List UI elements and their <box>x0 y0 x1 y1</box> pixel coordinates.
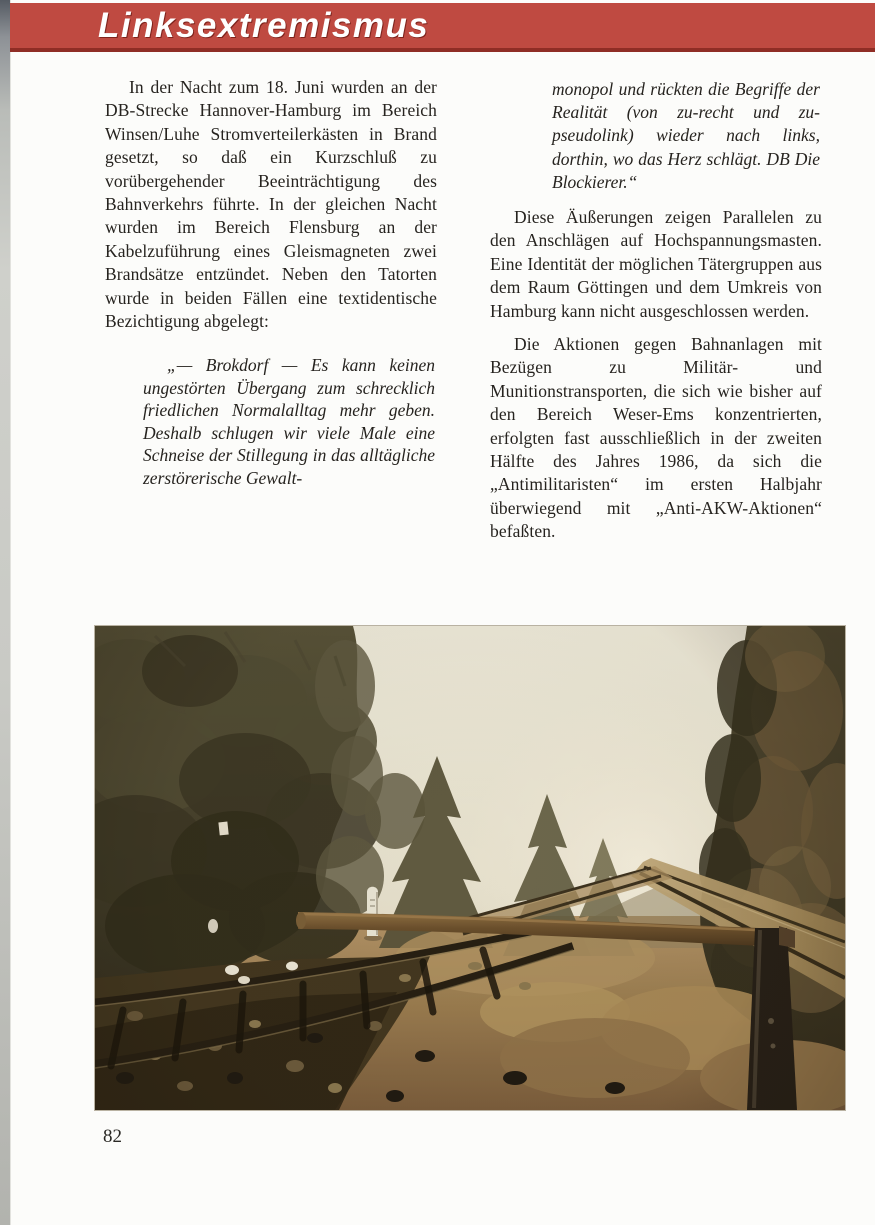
paragraph-incident: In der Nacht zum 18. Juni wurden an der DB-Strecke Hannover-Hamburg im Bereich Winsen/Luhe Stromverteilerkästen in Brand gesetzt, so daß ein Kurzschluß zu vorübergehender Beeinträchtigung des Bahnverkehrs führte. In der gleichen Nacht wurden im Bereich Flensburg an der Kabelzuführung eines Gleismagneten zwei Brandsätze entzündet. Neben den Tatorten wurde in beiden Fällen eine textidentische Bezichtigung abgelegt: <box>105 77 437 332</box>
paragraph-parallels: Diese Äußerungen zeigen Parallelen zu den Anschlägen auf Hochspannungsmasten. Eine Identität der möglichen Tätergruppen aus dem Raum Göttingen und dem Umkreis von Hamburg kann nicht ausgeschlossen werden. <box>490 207 822 321</box>
page-edge-strip <box>0 0 11 1225</box>
chapter-banner <box>10 3 875 52</box>
chapter-title: Linksextremismus <box>98 6 430 45</box>
railway-photo-illustration <box>95 626 845 1110</box>
left-column <box>105 76 437 489</box>
right-column <box>490 76 822 544</box>
railway-photo <box>95 626 845 1110</box>
paragraph-aktionen: Die Aktionen gegen Bahnanlagen mit Bezügen zu Militär- und Munitionstransporten, die sich wie bisher auf den Bereich Weser-Ems konzentrierten, erfolgten fast ausschließlich in der zweiten Hälfte des Jahres 1986, da sich die „Antimilitaristen“ im ersten Halbjahr überwiegend mit „Anti-AKW-Aktionen“ befaßten. <box>490 334 822 542</box>
quote-block-part1: „— Brokdorf — Es kann keinen ungestörten Übergang zum schrecklich friedlichen Normalalltag mehr geben. Deshalb schlugen wir viele Male eine Schneise der Stillegung in das alltägliche zerstörerische Gewalt- <box>143 355 435 488</box>
quote-block-part2: monopol und rückten die Begriffe der Realität (von zu-recht und zu-pseudolink) wieder nach links, dorthin, wo das Herz schlägt. DB Die Blockierer.“ <box>552 79 820 192</box>
page-number: 82 <box>103 1126 122 1147</box>
